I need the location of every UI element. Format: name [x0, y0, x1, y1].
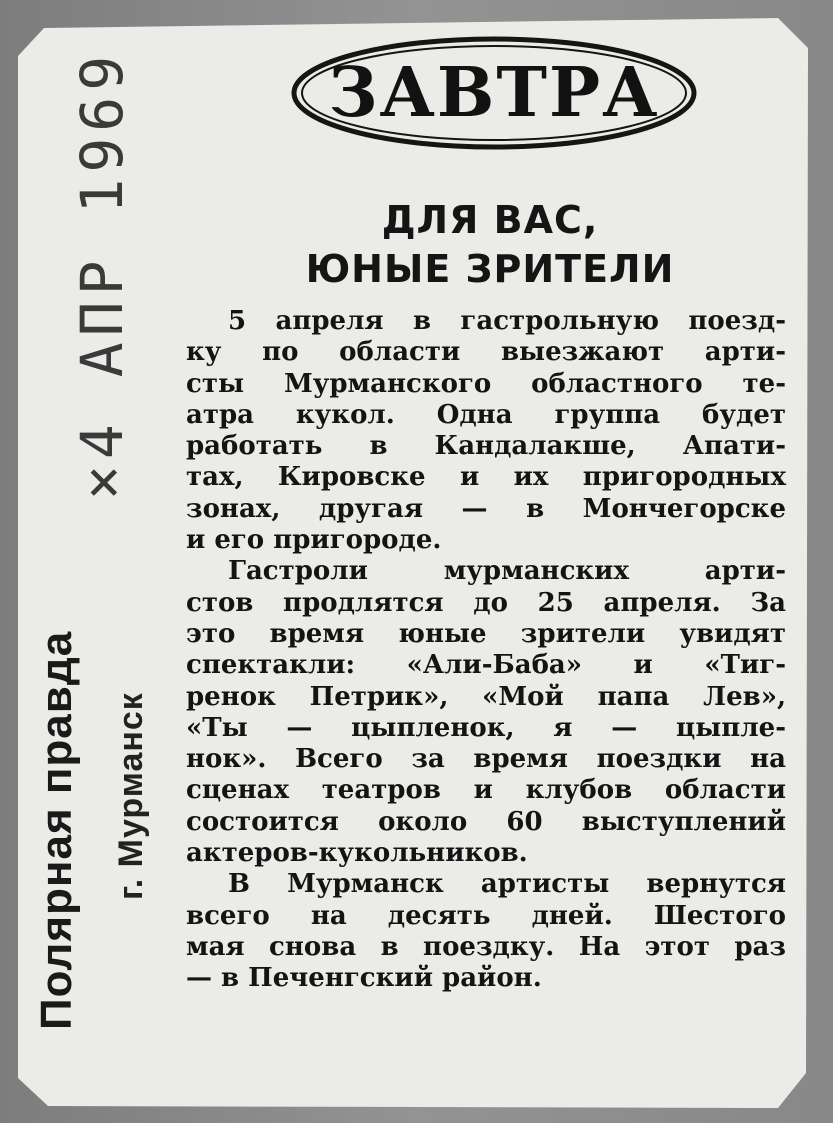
article-line: В Мурманск артисты вернутся: [228, 869, 786, 900]
article-line: ку по области выезжают арти-: [186, 337, 786, 368]
article-line: актеров-кукольников.: [186, 838, 528, 869]
article-line: и его пригороде.: [186, 525, 442, 556]
rubric-logo: [288, 32, 700, 154]
headline-line-2: ЮНЫЕ ЗРИТЕЛИ: [305, 246, 675, 291]
article-line: зонах, другая — в Мончегорске: [186, 493, 786, 524]
city-stamp: г. Мурманск: [112, 692, 150, 900]
article-line: спектакли: «Али-Баба» и «Тиг-: [186, 650, 786, 681]
headline-line-1: ДЛЯ ВАС,: [381, 198, 599, 242]
article-line: работать в Кандалакше, Апати-: [186, 431, 786, 462]
article-line: тах, Кировске и их пригородных: [186, 462, 786, 493]
article-line: это время юные зрители увидят: [186, 618, 786, 649]
date-stamp: ×4 АПР 1969: [68, 49, 136, 500]
article-line: — в Печенгский район.: [186, 963, 542, 994]
article-line: 5 апреля в гастрольную поезд-: [228, 306, 786, 336]
article-line: «Ты — цыпленок, я — цыпле-: [186, 712, 786, 743]
rubric-title: ЗАВТРА: [328, 53, 660, 133]
article-line: всего на десять дней. Шестого: [186, 900, 786, 931]
article-line: мая снова в поездку. На этот раз: [186, 931, 786, 962]
article-line: сценах театров и клубов области: [186, 775, 786, 806]
article-line: нок». Всего за время поездки на: [186, 744, 786, 775]
newspaper-name-stamp: Полярная правда: [32, 630, 81, 1030]
article-line: стов продлятся до 25 апреля. За: [186, 587, 786, 618]
article-line: ренок Петрик», «Мой папа Лев»,: [186, 681, 786, 712]
article-headline: [260, 196, 720, 293]
article-line: атра кукол. Одна группа будет: [186, 399, 786, 430]
article-line: сты Мурманского областного те-: [186, 368, 786, 399]
article-body: [186, 306, 786, 995]
article-line: Гастроли мурманских арти-: [228, 556, 786, 587]
article-line: состоится около 60 выступлений: [186, 806, 786, 837]
